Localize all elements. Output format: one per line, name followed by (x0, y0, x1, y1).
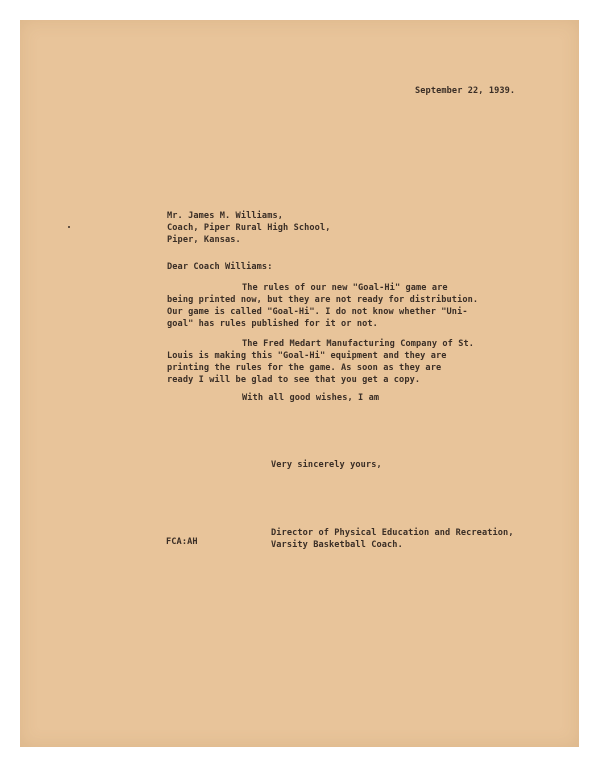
paragraph-line: printing the rules for the game. As soon as they are (167, 363, 442, 373)
recipient-line: Piper, Kansas. (167, 235, 241, 245)
recipient-line: Mr. James M. Williams, (167, 211, 284, 221)
paragraph-line: Louis is making this "Goal-Hi" equipment and they are (167, 351, 447, 361)
letter-date: September 22, 1939. (415, 86, 516, 96)
recipient-line: Coach, Piper Rural High School, (167, 223, 331, 233)
paragraph-line: ready I will be glad to see that you get a copy. (167, 375, 421, 385)
closing-line: With all good wishes, I am (242, 393, 380, 403)
paragraph-line: The Fred Medart Manufacturing Company of St. (242, 339, 475, 349)
typist-initials: FCA:AH (166, 537, 198, 547)
signature-title (271, 527, 514, 551)
body-paragraph-2 (167, 338, 474, 386)
body-paragraph-1 (167, 282, 478, 330)
recipient-address (167, 210, 331, 246)
valediction: Very sincerely yours, (271, 460, 382, 470)
paragraph-line: Our game is called "Goal-Hi". I do not know whether "Uni- (167, 307, 468, 317)
paragraph-line: goal" has rules published for it or not. (167, 319, 378, 329)
signature-line: Director of Physical Education and Recreation, (271, 528, 514, 538)
paragraph-line: being printed now, but they are not ready for distribution. (167, 295, 479, 305)
signature-line: Varsity Basketball Coach. (271, 540, 403, 550)
letter-page (20, 20, 579, 747)
paragraph-line: The rules of our new "Goal-Hi" game are (242, 283, 448, 293)
paper-speck (68, 226, 70, 228)
salutation: Dear Coach Williams: (167, 262, 273, 272)
